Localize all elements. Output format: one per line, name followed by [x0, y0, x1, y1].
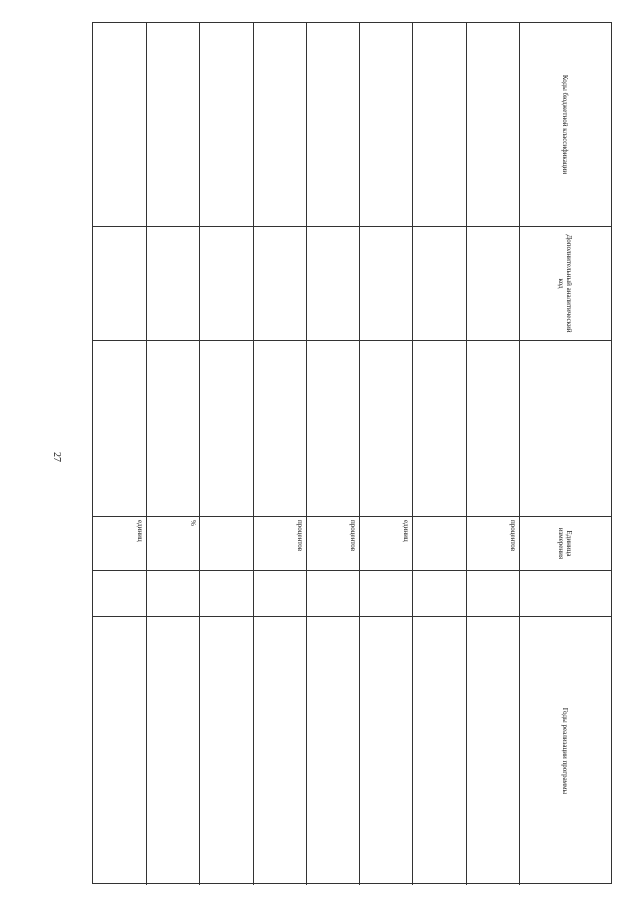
table-cell	[466, 227, 519, 341]
table-cell	[466, 341, 519, 517]
table-cell	[253, 341, 306, 517]
table-cell: процентов	[306, 517, 359, 571]
table-cell	[359, 227, 412, 341]
table-cell	[413, 517, 466, 571]
table-cell: единиц	[359, 517, 412, 571]
table-cell	[93, 23, 146, 227]
table-cell: %	[146, 517, 199, 571]
table-cell	[93, 571, 146, 617]
table-cell	[146, 341, 199, 517]
table-cell	[93, 227, 146, 341]
table-cell	[200, 617, 253, 885]
table-cell	[200, 341, 253, 517]
table-cell	[253, 617, 306, 885]
table-cell	[253, 571, 306, 617]
table-cell	[146, 227, 199, 341]
table-cell	[306, 23, 359, 227]
table-cell	[200, 227, 253, 341]
table-cell	[359, 23, 412, 227]
table-cell	[359, 617, 412, 885]
table-header-cell	[519, 571, 611, 617]
table-cell	[200, 517, 253, 571]
table-cell	[306, 227, 359, 341]
table-cell	[146, 571, 199, 617]
table-cell	[93, 341, 146, 517]
table-cell: единиц	[93, 517, 146, 571]
table-header-cell: Дополнительный аналитический код	[519, 227, 611, 341]
table-cell	[466, 617, 519, 885]
table-header-cell	[519, 341, 611, 517]
table-cell	[253, 227, 306, 341]
rotated-table-wrapper	[92, 22, 612, 884]
table-cell	[466, 571, 519, 617]
table-cell	[413, 571, 466, 617]
table-cell	[146, 617, 199, 885]
table-cell	[359, 341, 412, 517]
table-cell	[200, 23, 253, 227]
table-cell	[413, 23, 466, 227]
table-cell	[413, 341, 466, 517]
table-header-cell: Единица измерения	[519, 517, 611, 571]
table-cell: процентов	[466, 517, 519, 571]
table-cell	[466, 23, 519, 227]
program-table	[92, 22, 612, 884]
table-cell	[200, 571, 253, 617]
table-cell	[413, 227, 466, 341]
table-cell: процентов	[253, 517, 306, 571]
table-header-cell: Коды бюджетной классификации	[519, 23, 611, 227]
page-number: 27	[51, 452, 62, 462]
table-cell	[306, 617, 359, 885]
table-cell	[253, 23, 306, 227]
table-cell	[146, 23, 199, 227]
table-header-cell: Годы реализации программы	[519, 617, 611, 885]
table-cell	[306, 571, 359, 617]
table-cell	[306, 341, 359, 517]
table-cell	[93, 617, 146, 885]
table-cell	[413, 617, 466, 885]
table-cell	[359, 571, 412, 617]
